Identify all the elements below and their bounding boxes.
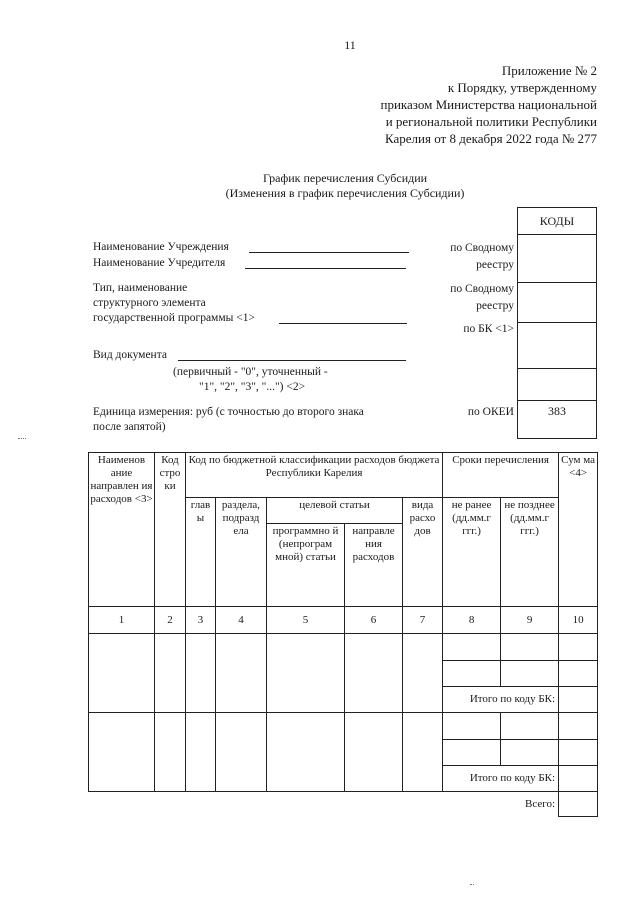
total-value[interactable] [559, 792, 598, 817]
blank-space [89, 792, 443, 817]
subtotal-value[interactable] [559, 766, 598, 792]
document-title [0, 171, 640, 201]
table-cell[interactable] [443, 661, 501, 687]
table-cell[interactable] [559, 634, 598, 661]
table-cell[interactable] [186, 634, 216, 713]
subtotal-label: Итого по коду БК: [443, 766, 559, 792]
header-sum: Сум ма <4> [559, 453, 598, 607]
doc-type-hint-2: "1", "2", "3", "...") <2> [199, 381, 306, 393]
codes-header: КОДЫ [539, 214, 575, 228]
column-number: 7 [403, 607, 443, 634]
header-terms: Сроки перечисления [443, 453, 559, 498]
institution-label: Наименование Учреждения [93, 241, 229, 253]
table-cell[interactable] [155, 634, 186, 713]
scan-mark [18, 438, 26, 439]
svod-registry-label-line: по Сводному [450, 283, 514, 295]
table-cell[interactable] [501, 713, 559, 740]
structure-label-3: государственной программы <1> [93, 312, 255, 324]
table-cell[interactable] [559, 740, 598, 766]
subtotal-value[interactable] [559, 687, 598, 713]
appendix-line: к Порядку, утвержденному [447, 80, 597, 95]
founder-line[interactable] [245, 268, 406, 269]
svod-registry-label-line: по Сводному [450, 242, 514, 254]
table-cell[interactable] [155, 713, 186, 792]
header-not-before: не ранее (дд.мм.г ггг.) [443, 498, 501, 607]
appendix-line: Приложение № 2 [501, 63, 597, 78]
header-section: раздела, подразд ела [216, 498, 267, 607]
table-cell[interactable] [216, 713, 267, 792]
column-number: 6 [345, 607, 403, 634]
table-cell[interactable] [559, 661, 598, 687]
table-cell[interactable] [403, 634, 443, 713]
header-expense-kind: вида расхо дов [403, 498, 443, 607]
founder-label: Наименование Учредителя [93, 257, 226, 269]
scan-mark [470, 884, 474, 885]
table-cell[interactable] [403, 713, 443, 792]
table-cell[interactable] [345, 634, 403, 713]
appendix-line: приказом Министерства национальной [380, 97, 597, 112]
svod-registry-label-2 [450, 281, 514, 315]
page-number: 11 [344, 38, 356, 52]
column-number: 3 [186, 607, 216, 634]
appendix-line: Карелия от 8 декабря 2022 года № 277 [384, 131, 597, 146]
table-cell[interactable] [216, 634, 267, 713]
header-not-later: не позднее (дд.мм.г ггг.) [501, 498, 559, 607]
subtotal-label: Итого по коду БК: [443, 687, 559, 713]
unit-label-1: Единица измерения: руб (с точностью до второго знака [93, 406, 364, 418]
table-cell[interactable] [267, 634, 345, 713]
header-direction-name: Наименов ание направлен ия расходов <3> [89, 453, 155, 607]
table-cell[interactable] [443, 634, 501, 661]
table-cell[interactable] [267, 713, 345, 792]
svod-registry-label-line: реестру [476, 300, 514, 312]
code-cell-doc-type[interactable] [518, 368, 596, 400]
structure-label-1: Тип, наименование [93, 282, 188, 294]
title-line: График перечисления Субсидии [262, 171, 428, 185]
column-number: 2 [155, 607, 186, 634]
header-bk-code: Код по бюджетной классификации расходов бюджета Республики Карелия [186, 453, 443, 498]
table-cell[interactable] [443, 713, 501, 740]
structure-line[interactable] [279, 323, 407, 324]
column-number: 5 [267, 607, 345, 634]
svod-registry-label-line: реестру [476, 259, 514, 271]
structure-label-2: структурного элемента [93, 297, 206, 309]
header-chapter: глав ы [186, 498, 216, 607]
unit-label-2: после запятой) [93, 421, 166, 433]
code-cell-svod-2[interactable] [518, 282, 596, 322]
svod-registry-label [450, 240, 514, 274]
total-label: Всего: [525, 797, 556, 810]
column-number: 4 [216, 607, 267, 634]
title-subline: (Изменения в график перечисления Субсидии) [225, 186, 465, 200]
table-cell[interactable] [89, 634, 155, 713]
table-cell[interactable] [89, 713, 155, 792]
header-expense-direction: направле ния расходов [345, 524, 403, 607]
table-cell[interactable] [501, 634, 559, 661]
code-cell-okei: 383 [518, 400, 596, 440]
column-number: 1 [89, 607, 155, 634]
table-cell[interactable] [559, 713, 598, 740]
header-target-article: целевой статьи [267, 498, 403, 524]
appendix-line: и региональной политики Республики [385, 114, 597, 129]
okei-label: по ОКЕИ [467, 406, 514, 418]
codes-box [517, 207, 597, 439]
doc-type-hint-1: (первичный - "0", уточненный - [173, 366, 328, 378]
column-number: 8 [443, 607, 501, 634]
header-row-code: Код стро ки [155, 453, 186, 607]
appendix-header [381, 62, 598, 147]
code-cell-bk[interactable] [518, 322, 596, 368]
table-cell[interactable] [501, 740, 559, 766]
doc-type-label: Вид документа [93, 349, 167, 361]
code-cell-svod-1[interactable] [518, 234, 596, 282]
table-cell[interactable] [501, 661, 559, 687]
table-cell[interactable] [443, 740, 501, 766]
table-cell[interactable] [345, 713, 403, 792]
bk-label: по БК <1> [463, 323, 514, 335]
doc-type-line[interactable] [178, 360, 406, 361]
header-program-article: программно й (непрограм мной) статьи [267, 524, 345, 607]
table-cell[interactable] [186, 713, 216, 792]
column-number: 9 [501, 607, 559, 634]
schedule-table [88, 452, 598, 817]
institution-line[interactable] [249, 252, 409, 253]
column-number: 10 [559, 607, 598, 634]
